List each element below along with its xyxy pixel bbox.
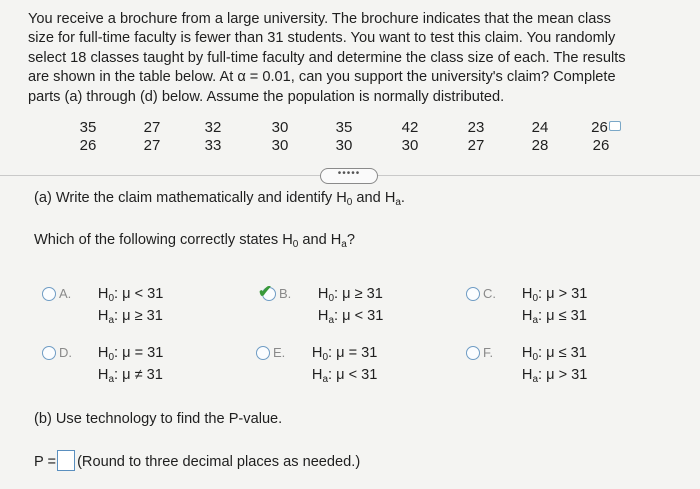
prompt-text: and H	[352, 190, 396, 206]
h0-expression: μ = 31	[122, 345, 164, 361]
data-cell: 30	[401, 137, 419, 154]
copy-icon[interactable]	[609, 121, 621, 131]
question-text: ?	[346, 232, 355, 248]
data-cell: 30	[335, 137, 353, 154]
colon: :	[538, 367, 543, 383]
ha-expression: μ ≤ 31	[546, 308, 587, 324]
hyp-label: H	[521, 367, 533, 383]
colon: :	[114, 345, 119, 361]
radio-button[interactable]	[256, 346, 270, 360]
data-row-2	[60, 137, 660, 155]
subscript: a	[395, 197, 401, 208]
colon: :	[114, 286, 119, 302]
problem-line: You receive a brochure from a large university. The brochure indicates that the mean class	[28, 11, 611, 27]
subscript: 0	[108, 352, 114, 363]
data-cell: 30	[271, 137, 289, 154]
hyp-label: H	[97, 345, 109, 361]
data-cell: 42	[401, 119, 419, 136]
data-cell: 27	[467, 137, 485, 154]
data-table	[60, 119, 660, 155]
checkmark-icon: ✔	[258, 282, 273, 301]
colon: :	[538, 286, 543, 302]
data-cell: 28	[531, 137, 549, 154]
radio-button[interactable]	[466, 287, 480, 301]
problem-line: parts (a) through (d) below. Assume the population is normally distributed.	[28, 88, 505, 105]
colon: :	[114, 367, 119, 383]
subscript: 0	[532, 352, 538, 363]
hyp-label: H	[521, 286, 533, 302]
ha-expression: μ ≠ 31	[122, 367, 163, 383]
subscript: 0	[328, 293, 334, 304]
subscript: a	[108, 374, 114, 385]
hyp-label: H	[97, 286, 109, 302]
data-cell: 35	[335, 119, 353, 136]
data-cell: 24	[531, 119, 549, 136]
prompt-text: .	[400, 190, 405, 206]
rounding-hint: (Round to three decimal places as needed.)	[77, 454, 361, 470]
data-row-1	[60, 119, 660, 137]
option-letter: C.	[483, 286, 496, 301]
prompt-text: (a) Write the claim mathematically and identify H	[34, 190, 347, 206]
h0-expression: μ ≤ 31	[546, 345, 587, 361]
ha-expression: μ < 31	[336, 367, 378, 383]
p-value-input[interactable]	[57, 450, 75, 471]
option-letter: A.	[59, 286, 72, 301]
colon: :	[538, 345, 543, 361]
hyp-label: H	[97, 367, 109, 383]
data-cell: 27	[143, 137, 161, 154]
data-cell: 26	[591, 119, 608, 136]
subscript: a	[532, 315, 538, 326]
option-letter: D.	[59, 345, 72, 360]
ha-expression: μ > 31	[546, 367, 588, 383]
h0-expression: μ ≥ 31	[342, 286, 383, 302]
hyp-label: H	[311, 367, 323, 383]
data-cell: 26	[592, 137, 610, 154]
expand-button[interactable]: •••••	[320, 168, 378, 184]
data-cell: 26	[79, 137, 97, 154]
colon: :	[328, 345, 333, 361]
data-cell-with-copy	[586, 119, 626, 137]
problem-line: select 18 classes taught by full-time faculty and determine the class size of each. The results	[28, 49, 626, 66]
hyp-label: H	[97, 308, 109, 324]
data-cell: 23	[467, 119, 485, 136]
data-cell: 32	[204, 119, 222, 136]
option-letter: B.	[279, 286, 292, 301]
part-a-prompt	[34, 189, 405, 207]
hyp-label: H	[317, 286, 329, 302]
h0-expression: μ > 31	[546, 286, 588, 302]
subscript: 0	[108, 293, 114, 304]
option-letter: F.	[483, 345, 494, 360]
subscript: 0	[322, 352, 328, 363]
data-cell: 33	[204, 137, 222, 154]
subscript: a	[328, 315, 334, 326]
hyp-label: H	[317, 308, 329, 324]
ha-expression: μ < 31	[342, 308, 384, 324]
h0-expression: μ < 31	[122, 286, 164, 302]
subscript: a	[108, 315, 114, 326]
colon: :	[328, 367, 333, 383]
option-letter: E.	[273, 345, 286, 360]
problem-line: size for full-time faculty is fewer than 31 students. You want to test this claim. You randomly	[28, 30, 616, 47]
problem-statement	[28, 10, 678, 107]
subscript: 0	[532, 293, 538, 304]
subscript: a	[322, 374, 328, 385]
part-b-prompt: (b) Use technology to find the P-value.	[34, 411, 283, 427]
subscript: 0	[346, 197, 353, 208]
radio-button[interactable]	[42, 287, 56, 301]
data-cell: 30	[271, 119, 289, 136]
subscript: a	[532, 374, 538, 385]
subscript: a	[341, 239, 347, 250]
hyp-label: H	[521, 308, 533, 324]
ha-expression: μ ≥ 31	[122, 308, 163, 324]
hyp-label: H	[521, 345, 533, 361]
data-cell: 27	[143, 119, 161, 136]
p-value-row	[34, 450, 360, 471]
question-text: and H	[298, 232, 342, 248]
hyp-label: H	[311, 345, 323, 361]
radio-button[interactable]	[42, 346, 56, 360]
p-value-label: P =	[34, 454, 57, 470]
h0-expression: μ = 31	[336, 345, 378, 361]
colon: :	[114, 308, 119, 324]
part-a-question	[34, 231, 355, 249]
radio-button[interactable]	[466, 346, 480, 360]
colon: :	[538, 308, 543, 324]
data-cell: 35	[79, 119, 97, 136]
question-text: Which of the following correctly states H	[34, 232, 293, 248]
colon: :	[334, 286, 339, 302]
subscript: 0	[292, 239, 299, 250]
problem-line: are shown in the table below. At α = 0.01, can you support the university's claim? Complete	[28, 69, 616, 86]
colon: :	[334, 308, 339, 324]
